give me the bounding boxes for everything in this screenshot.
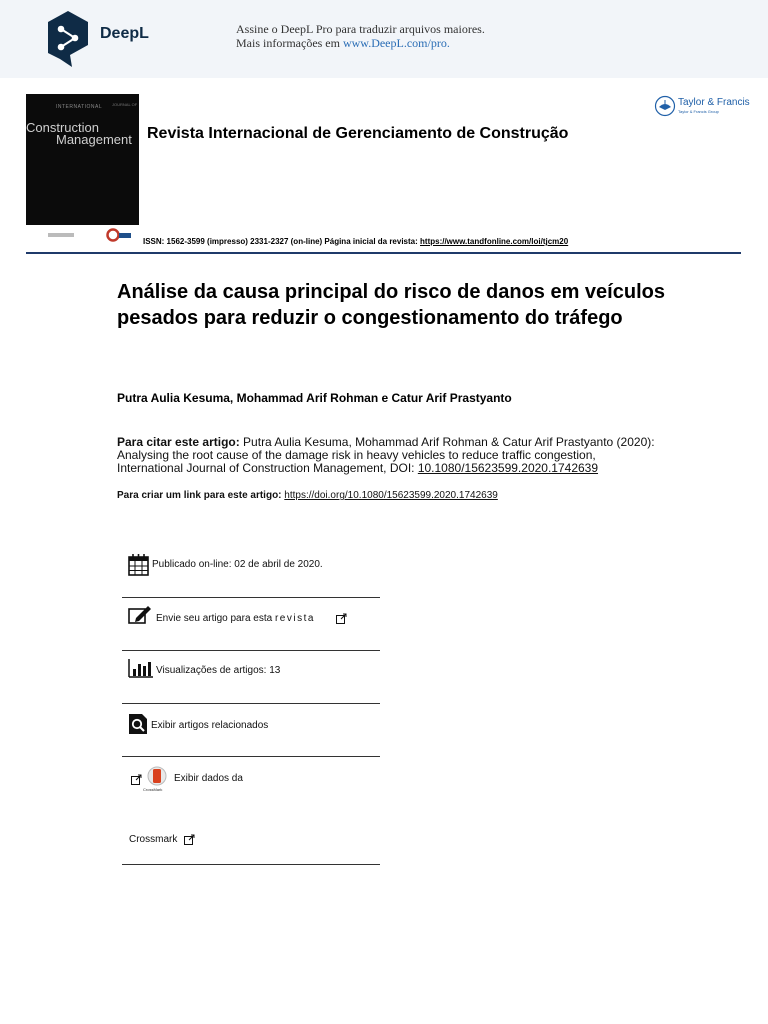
article-link-line [117,490,498,501]
journal-title: Revista Internacional de Gerenciamento de Construção [147,125,569,142]
deepl-logo-icon [44,9,92,69]
external-link-icon[interactable] [184,834,195,845]
related-articles-link[interactable]: Exibir artigos relacionados [151,720,269,731]
search-document-icon[interactable] [128,713,148,735]
published-date: Publicado on-line: 02 de abril de 2020. [152,559,323,570]
publisher-name: Taylor & Francis [678,97,750,108]
info-divider-2 [122,650,380,651]
journal-homepage-link[interactable]: https://www.tandfonline.com/loi/tjcm20 [420,237,569,246]
citation-text: Putra Aulia Kesuma, Mohammad Arif Rohman & Catur Arif Prastyanto (2020): Analysing the root cause of the damage risk in heavy vehicles to reduce traffic congestion, International Journal of Construction Management, DOI: [117,435,655,475]
citation-label: Para citar este artigo: [117,435,240,449]
crossmark-link[interactable]: Crossmark [129,834,178,845]
taylor-francis-logo-icon [654,95,676,117]
external-link-icon[interactable] [336,613,347,624]
journal-cover [26,94,139,225]
info-divider-5 [122,864,380,865]
article-title: Análise da causa principal do risco de danos em veículos pesados para reduzir o congestionamento do tráfego [117,281,665,329]
edit-icon[interactable] [128,605,152,625]
article-link-label: Para criar um link para este artigo: [117,490,282,501]
submit-article-word: revista [274,613,315,624]
cover-small-text-1: INTERNATIONAL [56,104,103,110]
submit-article-text: Envie seu artigo para esta [156,613,275,624]
info-divider-3 [122,703,380,704]
banner-line-1: Assine o DeepL Pro para traduzir arquivos maiores. [236,22,485,36]
info-divider-1 [122,597,380,598]
deepl-banner [0,0,768,78]
crossmark-logo-icon[interactable] [146,766,168,786]
partner-logo-icon [106,228,132,242]
article-views: Visualizações de artigos: 13 [156,665,281,676]
issn-line [143,237,568,246]
info-divider-4 [122,756,380,757]
cover-title-line-1: Construction [26,120,99,135]
cover-small-text-2: JOURNAL OF [112,102,138,107]
citation-doi[interactable]: 10.1080/15623599.2020.1742639 [417,461,599,475]
banner-line-2 [236,36,485,50]
society-logo-icon [48,232,74,238]
bar-chart-icon [128,659,154,678]
banner-line-2-prefix: Mais informações em [236,36,343,50]
deepl-pro-link[interactable]: www.DeepL.com/pro. [342,36,450,50]
banner-message [236,22,485,50]
cover-title-line-2: Management [56,132,132,147]
deepl-brand-name: DeepL [100,25,149,42]
citation-block [117,436,657,475]
crossmark-data-link[interactable]: Exibir dados da [174,773,243,784]
submit-article-link[interactable] [156,613,315,624]
publisher-group: Taylor & Francis Group [678,109,719,114]
article-doi-link[interactable]: https://doi.org/10.1080/15623599.2020.1742639 [284,490,498,501]
calendar-icon [128,553,149,576]
header-divider [26,252,741,254]
article-authors: Putra Aulia Kesuma, Mohammad Arif Rohman e Catur Arif Prastyanto [117,391,512,405]
external-link-icon[interactable] [131,774,142,785]
issn-text: ISSN: 1562-3599 (impresso) 2331-2327 (on-line) Página inicial da revista: [143,237,421,246]
crossmark-logo-caption: CrossMark [143,787,163,792]
